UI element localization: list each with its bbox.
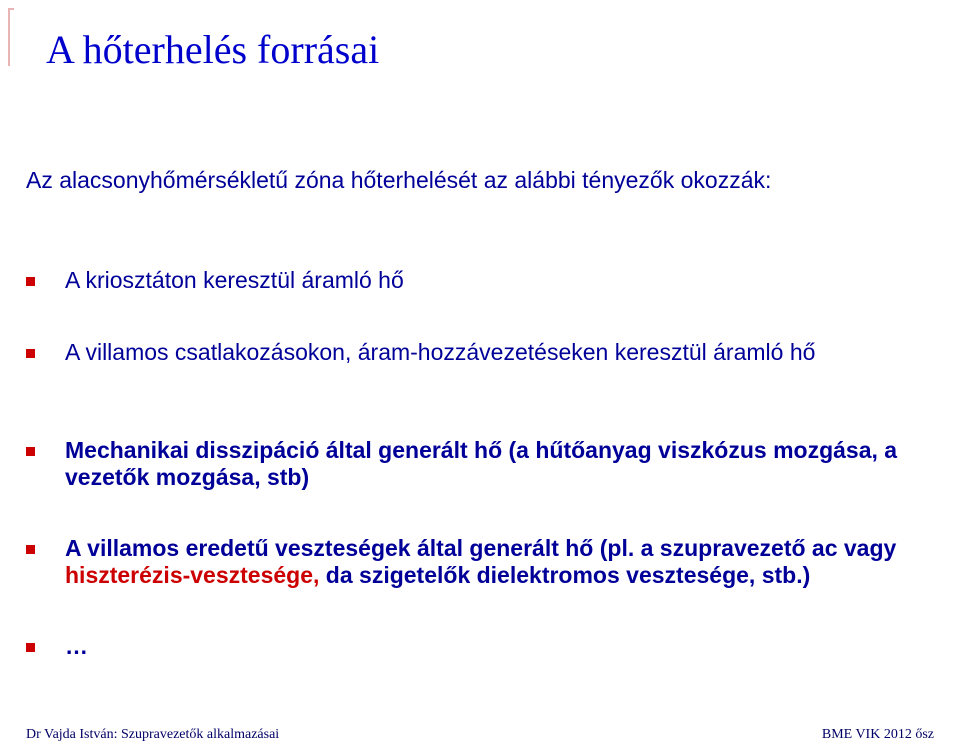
bullet-item-electrical-connections (26, 339, 936, 366)
footer-author: Dr Vajda István: Szupravezetők alkalmazásai (26, 727, 280, 742)
square-bullet-icon (26, 545, 35, 554)
square-bullet-icon (26, 447, 35, 456)
bullet-text: … (65, 633, 88, 659)
bullet-text: Mechanikai disszipáció által generált hő (a hűtőanyag viszkózus mozgása, a vezetők mozgása, stb) (65, 437, 898, 490)
bullet-text: A kriosztáton keresztül áramló hő (65, 267, 404, 293)
bullet-text (65, 535, 936, 589)
footer-course: BME VIK 2012 ősz (821, 727, 934, 742)
bullet-item-electrical-losses (26, 535, 936, 589)
square-bullet-icon (26, 349, 35, 358)
square-bullet-icon (26, 643, 35, 652)
bullet-text-before: A villamos eredetű veszteségek által generált hő (pl. a szupravezető ac vagy (65, 535, 897, 561)
bullet-item-mechanical-dissipation (26, 437, 936, 491)
bullet-item-ellipsis (26, 633, 936, 660)
bullet-text-after: da szigetelők dielektromos vesztesége, stb.) (319, 562, 811, 588)
bullet-text: A villamos csatlakozásokon, áram-hozzávezetéseken keresztül áramló hő (65, 339, 816, 365)
hysteresis-loss-highlight: hiszterézis-vesztesége, (65, 562, 320, 588)
square-bullet-icon (26, 277, 35, 286)
corner-bracket-decoration (8, 8, 14, 66)
bullet-item-cryostat (26, 267, 936, 294)
intro-text: Az alacsonyhőmérsékletű zóna hőterhelését az alábbi tényezők okozzák: (26, 167, 772, 193)
slide-title: A hőterhelés forrásai (46, 27, 380, 72)
